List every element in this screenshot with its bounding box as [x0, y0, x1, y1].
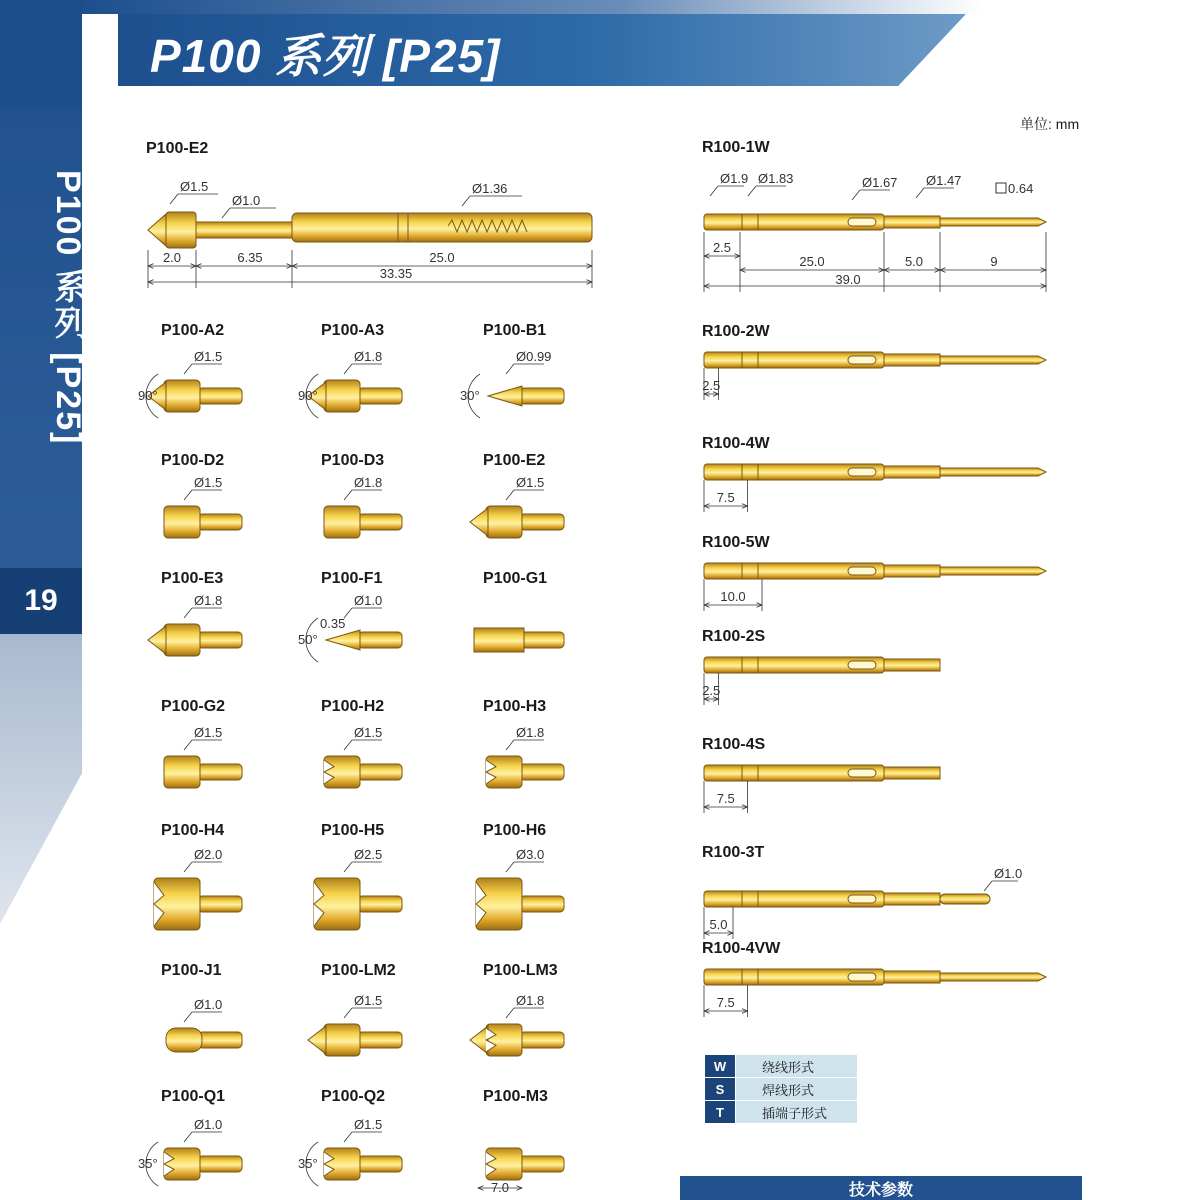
part-label: R100-4S	[702, 736, 766, 753]
diameter-label: Ø1.5	[194, 349, 223, 364]
leader-line	[506, 1008, 514, 1018]
specs-header: 技术参数	[680, 1176, 1082, 1200]
part-label: P100-E2	[146, 140, 209, 157]
tip-head	[164, 1148, 200, 1180]
part-label: R100-5W	[702, 534, 770, 551]
diameter-label: Ø1.5	[516, 475, 545, 490]
length-label: 25.0	[429, 250, 455, 265]
tip-head	[476, 878, 522, 930]
receptacle-window	[848, 468, 876, 476]
tip-shank	[358, 896, 402, 912]
angle-label: 90°	[298, 388, 318, 403]
part-label: P100-Q1	[161, 1088, 226, 1105]
legend-text: 绕线形式	[736, 1055, 858, 1078]
length-label: 2.0	[162, 250, 182, 265]
tip-point	[148, 626, 166, 654]
diameter-label: Ø1.67	[862, 175, 898, 190]
tip-head	[486, 506, 522, 538]
diameter-label: Ø1.0	[194, 1117, 223, 1132]
diameter-label: Ø1.5	[194, 475, 223, 490]
square-symbol	[996, 183, 1006, 193]
part-label: P100-H6	[483, 822, 547, 839]
part-label: P100-LM3	[483, 962, 558, 979]
tip-shank	[520, 388, 564, 404]
diameter-label: Ø2.0	[194, 847, 223, 862]
tip-head	[164, 380, 200, 412]
tip-shank	[358, 514, 402, 530]
tip-head	[154, 878, 200, 930]
leader-line	[222, 208, 230, 218]
part-label: P100-H4	[161, 822, 225, 839]
legend-text: 焊线形式	[736, 1078, 858, 1101]
tip-shank	[358, 1032, 402, 1048]
length-label: 7.0	[490, 1180, 510, 1195]
diameter-label: Ø1.5	[354, 993, 383, 1008]
part-label: R100-4VW	[702, 940, 781, 957]
diameter-label: Ø1.5	[354, 725, 383, 740]
legend-code: T	[705, 1101, 736, 1124]
leader-line	[984, 881, 992, 891]
tip-head	[164, 624, 200, 656]
length-label: 5.0	[904, 254, 924, 269]
tip-shank	[520, 632, 564, 648]
diameter-label: Ø1.5	[354, 1117, 383, 1132]
legend-row	[705, 1055, 858, 1078]
receptacle-window	[848, 661, 876, 669]
part-label: P100-D2	[161, 452, 225, 469]
diameter-label: Ø1.36	[472, 181, 508, 196]
receptacle-window	[848, 973, 876, 981]
tip-shank	[198, 1156, 242, 1172]
part-label: R100-2W	[702, 323, 770, 340]
leader-line	[344, 490, 352, 500]
diameter-label: Ø0.99	[516, 349, 552, 364]
pin-size-label: 0.64	[1008, 181, 1034, 196]
tip-head	[486, 1024, 522, 1056]
length-label: 9	[990, 254, 998, 269]
receptacle-pin	[940, 356, 1046, 364]
diameter-label: Ø1.83	[758, 171, 794, 186]
tip-shank	[520, 896, 564, 912]
unit-value: mm	[1055, 116, 1080, 132]
receptacle-window	[848, 218, 876, 226]
diameter-label: Ø1.5	[180, 179, 209, 194]
part-label: P100-Q2	[321, 1088, 386, 1105]
leader-line	[916, 188, 924, 198]
tip-head	[324, 380, 360, 412]
length-label: 2.5	[712, 240, 732, 255]
legend-code: W	[705, 1055, 736, 1078]
leader-line	[184, 490, 192, 500]
angle-label: 50°	[298, 632, 318, 647]
legend-row	[705, 1078, 858, 1101]
diameter-label: Ø1.8	[516, 725, 545, 740]
leader-line	[748, 186, 756, 196]
diameter-label: Ø1.0	[232, 193, 261, 208]
leader-line	[710, 186, 718, 196]
tip-shank	[358, 1156, 402, 1172]
tip-head	[164, 756, 200, 788]
diameter-label: Ø1.5	[194, 725, 223, 740]
part-label: P100-M3	[483, 1088, 548, 1105]
page-title: P100 系列 [P25]	[150, 30, 501, 82]
tip-point	[470, 508, 488, 536]
part-label: R100-3T	[702, 844, 765, 861]
tip-shank	[520, 764, 564, 780]
legend-text: 插端子形式	[736, 1101, 858, 1124]
tip-head	[324, 506, 360, 538]
tip-shank	[198, 1032, 242, 1048]
receptacle-neck	[884, 767, 940, 779]
part-label: P100-G1	[483, 570, 548, 587]
receptacle-pin	[940, 468, 1046, 476]
tip-head	[324, 1148, 360, 1180]
receptacle-drawings	[702, 171, 1046, 1017]
offset-label: 7.5	[716, 995, 735, 1010]
part-label: P100-H3	[483, 698, 547, 715]
receptacle-window	[848, 895, 876, 903]
tip-shank	[198, 388, 242, 404]
leader-line	[184, 740, 192, 750]
length-label: 0.35	[320, 616, 346, 631]
leader-line	[462, 196, 470, 206]
offset-label: 2.5	[702, 378, 721, 393]
leader-line	[184, 1012, 192, 1022]
leader-line	[506, 364, 514, 374]
diameter-label: Ø1.0	[354, 593, 383, 608]
tip-cone	[326, 630, 360, 650]
tip-shank	[198, 896, 242, 912]
part-label: R100-4W	[702, 435, 770, 452]
diameter-label: Ø1.0	[194, 997, 223, 1012]
leader-line	[184, 862, 192, 872]
diameter-label: Ø1.47	[926, 173, 962, 188]
diameter-label: Ø1.8	[516, 993, 545, 1008]
tip-head	[324, 756, 360, 788]
tip-head	[486, 1148, 522, 1180]
part-label: R100-1W	[702, 139, 770, 156]
diameter-label: Ø1.0	[994, 866, 1023, 881]
diameter-label: Ø3.0	[516, 847, 545, 862]
leader-line	[344, 740, 352, 750]
tip-head	[324, 1024, 360, 1056]
offset-label: 10.0	[720, 589, 746, 604]
diameter-label: Ø1.8	[354, 475, 383, 490]
unit-label: 单位:	[1020, 116, 1052, 132]
probe-head	[166, 212, 196, 248]
tip-cone	[488, 386, 522, 406]
leader-line	[344, 364, 352, 374]
tip-shank	[358, 764, 402, 780]
leader-line	[184, 608, 192, 618]
receptacle-neck	[884, 216, 940, 228]
length-label: 25.0	[799, 254, 825, 269]
offset-label: 7.5	[716, 791, 735, 806]
legend-code: S	[705, 1078, 736, 1101]
tip-head	[166, 1028, 202, 1052]
angle-label: 35°	[298, 1156, 318, 1171]
receptacle-neck	[884, 354, 940, 366]
part-label: P100-F1	[321, 570, 383, 587]
offset-label: 5.0	[709, 917, 728, 932]
legend-table	[704, 1054, 858, 1124]
part-label: R100-2S	[702, 628, 766, 645]
part-label: P100-H5	[321, 822, 385, 839]
tip-head	[474, 628, 524, 652]
receptacle-neck	[884, 893, 940, 905]
leader-line	[344, 1008, 352, 1018]
tip-shank	[520, 1156, 564, 1172]
leader-line	[184, 1132, 192, 1142]
receptacle-neck	[884, 466, 940, 478]
part-label: P100-E3	[161, 570, 224, 587]
angle-label: 35°	[138, 1156, 158, 1171]
receptacle-neck	[884, 971, 940, 983]
tip-head	[486, 756, 522, 788]
leader-line	[506, 490, 514, 500]
tip-shank	[520, 1032, 564, 1048]
leader-line	[506, 740, 514, 750]
tip-head	[314, 878, 360, 930]
length-label: 6.35	[237, 250, 263, 265]
receptacle-pin	[940, 973, 1046, 981]
receptacle-pin	[940, 894, 990, 904]
side-title: P100 系列 [P25]	[49, 170, 87, 446]
part-label: P100-D3	[321, 452, 385, 469]
diameter-label: Ø1.9	[720, 171, 749, 186]
part-label: P100-A2	[161, 322, 225, 339]
page-number: 19	[0, 568, 82, 634]
part-label: P100-E2	[483, 452, 546, 469]
tip-shank	[520, 514, 564, 530]
offset-label: 2.5	[702, 683, 721, 698]
offset-label: 7.5	[716, 490, 735, 505]
leader-line	[170, 194, 178, 204]
part-label: P100-G2	[161, 698, 226, 715]
tip-drawings	[138, 349, 564, 1195]
receptacle-pin	[940, 218, 1046, 226]
probe-plunger	[196, 222, 294, 238]
tip-shank	[198, 632, 242, 648]
tip-head	[164, 506, 200, 538]
diameter-label: Ø1.8	[194, 593, 223, 608]
length-label: 33.35	[379, 266, 413, 281]
receptacle-pin	[940, 567, 1046, 575]
part-label: P100-A3	[321, 322, 385, 339]
leader-line	[184, 364, 192, 374]
angle-label: 30°	[460, 388, 480, 403]
length-label: 39.0	[835, 272, 861, 287]
tip-point	[308, 1026, 326, 1054]
tip-shank	[358, 632, 402, 648]
probe-barrel	[292, 213, 592, 242]
tip-shank	[358, 388, 402, 404]
leader-line	[506, 862, 514, 872]
receptacle-window	[848, 769, 876, 777]
receptacle-neck	[884, 659, 940, 671]
leader-line	[344, 862, 352, 872]
receptacle-window	[848, 356, 876, 364]
tip-shank	[198, 764, 242, 780]
main-probe-drawing	[148, 179, 592, 288]
receptacle-neck	[884, 565, 940, 577]
tip-shank	[198, 514, 242, 530]
part-label: P100-H2	[321, 698, 385, 715]
leader-line	[344, 1132, 352, 1142]
angle-label: 90°	[138, 388, 158, 403]
probe-tip	[148, 214, 166, 246]
legend-row	[705, 1101, 858, 1124]
diameter-label: Ø1.8	[354, 349, 383, 364]
part-label: P100-J1	[161, 962, 222, 979]
leader-line	[852, 190, 860, 200]
part-label: P100-LM2	[321, 962, 396, 979]
diameter-label: Ø2.5	[354, 847, 383, 862]
receptacle-window	[848, 567, 876, 575]
part-label: P100-B1	[483, 322, 547, 339]
